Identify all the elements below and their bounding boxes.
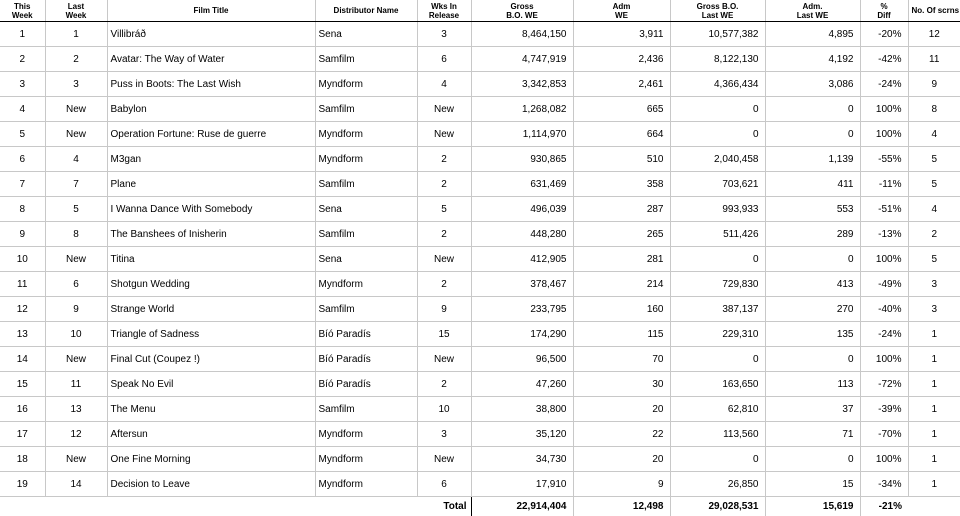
cell-this-week: 18	[0, 447, 45, 472]
cell-this-week: 10	[0, 247, 45, 272]
cell-weeks-in-release: New	[417, 122, 471, 147]
cell-adm-we: 20	[573, 447, 670, 472]
cell-gross-bo-we: 631,469	[471, 172, 573, 197]
header-last-week: Last Week	[45, 0, 107, 22]
header-adm-last-we: Adm. Last WE	[765, 0, 860, 22]
cell-screens: 4	[908, 122, 960, 147]
cell-screens: 11	[908, 47, 960, 72]
cell-this-week: 3	[0, 72, 45, 97]
cell-last-week: 14	[45, 472, 107, 497]
cell-weeks-in-release: 3	[417, 422, 471, 447]
cell-adm-last-we: 4,895	[765, 22, 860, 47]
cell-this-week: 12	[0, 297, 45, 322]
cell-screens: 3	[908, 272, 960, 297]
cell-adm-we: 281	[573, 247, 670, 272]
cell-this-week: 9	[0, 222, 45, 247]
cell-adm-last-we: 553	[765, 197, 860, 222]
header-film-title: Film Title	[107, 0, 315, 22]
header-weeks-in-release: Wks In Release	[417, 0, 471, 22]
cell-percent-diff: 100%	[860, 247, 908, 272]
cell-gross-bo-we: 8,464,150	[471, 22, 573, 47]
header-row	[0, 0, 960, 22]
cell-adm-last-we: 1,139	[765, 147, 860, 172]
cell-percent-diff: -24%	[860, 322, 908, 347]
cell-screens: 9	[908, 72, 960, 97]
cell-adm-last-we: 4,192	[765, 47, 860, 72]
total-diff: -21%	[860, 497, 908, 516]
cell-adm-we: 2,461	[573, 72, 670, 97]
table-row	[0, 172, 960, 197]
cell-gross-last-we: 229,310	[670, 322, 765, 347]
cell-weeks-in-release: New	[417, 247, 471, 272]
table-row	[0, 222, 960, 247]
total-gross: 22,914,404	[471, 497, 573, 516]
cell-gross-bo-we: 4,747,919	[471, 47, 573, 72]
cell-screens: 2	[908, 222, 960, 247]
cell-gross-last-we: 62,810	[670, 397, 765, 422]
cell-this-week: 7	[0, 172, 45, 197]
cell-last-week: 6	[45, 272, 107, 297]
cell-percent-diff: -34%	[860, 472, 908, 497]
cell-adm-we: 9	[573, 472, 670, 497]
cell-percent-diff: -72%	[860, 372, 908, 397]
cell-screens: 1	[908, 397, 960, 422]
cell-film-title: Puss in Boots: The Last Wish	[107, 72, 315, 97]
cell-film-title: Operation Fortune: Ruse de guerre	[107, 122, 315, 147]
cell-last-week: New	[45, 447, 107, 472]
cell-weeks-in-release: 4	[417, 72, 471, 97]
cell-gross-bo-we: 496,039	[471, 197, 573, 222]
cell-film-title: One Fine Morning	[107, 447, 315, 472]
table-row	[0, 22, 960, 47]
cell-adm-last-we: 3,086	[765, 72, 860, 97]
cell-adm-last-we: 135	[765, 322, 860, 347]
cell-adm-last-we: 0	[765, 97, 860, 122]
total-adm: 12,498	[573, 497, 670, 516]
cell-weeks-in-release: 5	[417, 197, 471, 222]
cell-screens: 8	[908, 97, 960, 122]
cell-distributor: Samfilm	[315, 47, 417, 72]
table-row	[0, 147, 960, 172]
cell-weeks-in-release: 2	[417, 372, 471, 397]
cell-this-week: 6	[0, 147, 45, 172]
cell-last-week: New	[45, 247, 107, 272]
cell-this-week: 5	[0, 122, 45, 147]
cell-gross-last-we: 993,933	[670, 197, 765, 222]
cell-distributor: Myndform	[315, 422, 417, 447]
cell-distributor: Myndform	[315, 147, 417, 172]
cell-percent-diff: -42%	[860, 47, 908, 72]
cell-film-title: Speak No Evil	[107, 372, 315, 397]
cell-gross-last-we: 0	[670, 247, 765, 272]
cell-weeks-in-release: 6	[417, 472, 471, 497]
cell-adm-we: 115	[573, 322, 670, 347]
cell-screens: 1	[908, 372, 960, 397]
cell-film-title: Titina	[107, 247, 315, 272]
table-row	[0, 197, 960, 222]
cell-adm-last-we: 15	[765, 472, 860, 497]
header-adm-we: Adm WE	[573, 0, 670, 22]
cell-distributor: Bíó Paradís	[315, 322, 417, 347]
table-row	[0, 247, 960, 272]
cell-this-week: 15	[0, 372, 45, 397]
cell-distributor: Myndform	[315, 122, 417, 147]
table-row	[0, 397, 960, 422]
cell-weeks-in-release: 2	[417, 147, 471, 172]
totals-row	[0, 497, 960, 516]
cell-gross-bo-we: 96,500	[471, 347, 573, 372]
cell-gross-last-we: 10,577,382	[670, 22, 765, 47]
cell-gross-bo-we: 35,120	[471, 422, 573, 447]
cell-percent-diff: 100%	[860, 347, 908, 372]
header-percent-diff: % Diff	[860, 0, 908, 22]
cell-film-title: Villibráð	[107, 22, 315, 47]
cell-last-week: 11	[45, 372, 107, 397]
totals-label: Total	[315, 497, 471, 516]
cell-weeks-in-release: 10	[417, 397, 471, 422]
cell-distributor: Samfilm	[315, 222, 417, 247]
cell-weeks-in-release: 2	[417, 222, 471, 247]
cell-adm-we: 358	[573, 172, 670, 197]
cell-this-week: 14	[0, 347, 45, 372]
header-gross-last-we: Gross B.O. Last WE	[670, 0, 765, 22]
cell-gross-last-we: 0	[670, 122, 765, 147]
cell-weeks-in-release: New	[417, 347, 471, 372]
cell-film-title: Shotgun Wedding	[107, 272, 315, 297]
cell-screens: 5	[908, 247, 960, 272]
cell-adm-last-we: 411	[765, 172, 860, 197]
cell-gross-last-we: 511,426	[670, 222, 765, 247]
cell-gross-bo-we: 378,467	[471, 272, 573, 297]
cell-last-week: 13	[45, 397, 107, 422]
cell-adm-last-we: 0	[765, 447, 860, 472]
cell-film-title: Aftersun	[107, 422, 315, 447]
table-row	[0, 122, 960, 147]
cell-percent-diff: -20%	[860, 22, 908, 47]
cell-gross-bo-we: 412,905	[471, 247, 573, 272]
table-row	[0, 47, 960, 72]
cell-gross-last-we: 163,650	[670, 372, 765, 397]
cell-screens: 5	[908, 172, 960, 197]
cell-adm-last-we: 113	[765, 372, 860, 397]
cell-screens: 3	[908, 297, 960, 322]
cell-adm-we: 265	[573, 222, 670, 247]
cell-film-title: Decision to Leave	[107, 472, 315, 497]
cell-percent-diff: 100%	[860, 122, 908, 147]
cell-screens: 4	[908, 197, 960, 222]
cell-distributor: Myndform	[315, 72, 417, 97]
cell-gross-last-we: 703,621	[670, 172, 765, 197]
cell-this-week: 17	[0, 422, 45, 447]
cell-gross-last-we: 26,850	[670, 472, 765, 497]
cell-screens: 1	[908, 472, 960, 497]
cell-distributor: Bíó Paradís	[315, 347, 417, 372]
cell-screens: 1	[908, 422, 960, 447]
cell-this-week: 8	[0, 197, 45, 222]
cell-film-title: The Menu	[107, 397, 315, 422]
cell-gross-bo-we: 448,280	[471, 222, 573, 247]
cell-gross-last-we: 729,830	[670, 272, 765, 297]
cell-gross-bo-we: 47,260	[471, 372, 573, 397]
cell-percent-diff: -13%	[860, 222, 908, 247]
cell-gross-bo-we: 1,114,970	[471, 122, 573, 147]
header-gross-bo-we: Gross B.O. WE	[471, 0, 573, 22]
table-row	[0, 422, 960, 447]
cell-film-title: Triangle of Sadness	[107, 322, 315, 347]
cell-adm-we: 20	[573, 397, 670, 422]
cell-gross-last-we: 0	[670, 97, 765, 122]
cell-last-week: 4	[45, 147, 107, 172]
cell-adm-we: 2,436	[573, 47, 670, 72]
cell-screens: 5	[908, 147, 960, 172]
table-row	[0, 347, 960, 372]
cell-last-week: New	[45, 347, 107, 372]
cell-weeks-in-release: 2	[417, 272, 471, 297]
table-row	[0, 447, 960, 472]
cell-screens: 1	[908, 347, 960, 372]
cell-screens: 1	[908, 322, 960, 347]
cell-last-week: 5	[45, 197, 107, 222]
cell-percent-diff: -51%	[860, 197, 908, 222]
table-row	[0, 97, 960, 122]
cell-percent-diff: -11%	[860, 172, 908, 197]
cell-this-week: 2	[0, 47, 45, 72]
cell-distributor: Bíó Paradís	[315, 372, 417, 397]
cell-adm-we: 664	[573, 122, 670, 147]
cell-weeks-in-release: 2	[417, 172, 471, 197]
cell-gross-last-we: 387,137	[670, 297, 765, 322]
cell-adm-last-we: 413	[765, 272, 860, 297]
cell-gross-last-we: 4,366,434	[670, 72, 765, 97]
cell-adm-we: 70	[573, 347, 670, 372]
cell-gross-bo-we: 38,800	[471, 397, 573, 422]
cell-distributor: Sena	[315, 247, 417, 272]
cell-gross-last-we: 0	[670, 347, 765, 372]
table-row	[0, 272, 960, 297]
cell-distributor: Sena	[315, 197, 417, 222]
cell-weeks-in-release: 9	[417, 297, 471, 322]
header-screens: No. Of scrns	[908, 0, 960, 22]
cell-adm-we: 160	[573, 297, 670, 322]
cell-adm-last-we: 37	[765, 397, 860, 422]
cell-adm-we: 214	[573, 272, 670, 297]
cell-screens: 12	[908, 22, 960, 47]
cell-adm-last-we: 0	[765, 347, 860, 372]
cell-weeks-in-release: New	[417, 97, 471, 122]
cell-last-week: 3	[45, 72, 107, 97]
cell-distributor: Sena	[315, 22, 417, 47]
header-this-week: This Week	[0, 0, 45, 22]
cell-weeks-in-release: New	[417, 447, 471, 472]
cell-last-week: 10	[45, 322, 107, 347]
total-adm-last: 15,619	[765, 497, 860, 516]
cell-last-week: 9	[45, 297, 107, 322]
cell-adm-we: 510	[573, 147, 670, 172]
cell-adm-last-we: 0	[765, 247, 860, 272]
cell-film-title: Final Cut (Coupez !)	[107, 347, 315, 372]
cell-adm-last-we: 270	[765, 297, 860, 322]
cell-distributor: Samfilm	[315, 297, 417, 322]
cell-weeks-in-release: 3	[417, 22, 471, 47]
cell-gross-bo-we: 930,865	[471, 147, 573, 172]
cell-film-title: I Wanna Dance With Somebody	[107, 197, 315, 222]
cell-adm-last-we: 0	[765, 122, 860, 147]
cell-gross-bo-we: 3,342,853	[471, 72, 573, 97]
cell-percent-diff: -40%	[860, 297, 908, 322]
table-row	[0, 372, 960, 397]
cell-film-title: Strange World	[107, 297, 315, 322]
cell-percent-diff: -55%	[860, 147, 908, 172]
cell-gross-last-we: 2,040,458	[670, 147, 765, 172]
cell-adm-last-we: 71	[765, 422, 860, 447]
cell-gross-last-we: 8,122,130	[670, 47, 765, 72]
cell-last-week: New	[45, 97, 107, 122]
cell-last-week: New	[45, 122, 107, 147]
cell-this-week: 1	[0, 22, 45, 47]
cell-gross-bo-we: 34,730	[471, 447, 573, 472]
cell-percent-diff: -24%	[860, 72, 908, 97]
cell-last-week: 8	[45, 222, 107, 247]
cell-last-week: 1	[45, 22, 107, 47]
cell-percent-diff: 100%	[860, 447, 908, 472]
cell-screens: 1	[908, 447, 960, 472]
cell-this-week: 4	[0, 97, 45, 122]
cell-adm-we: 30	[573, 372, 670, 397]
cell-gross-bo-we: 233,795	[471, 297, 573, 322]
cell-this-week: 13	[0, 322, 45, 347]
cell-gross-last-we: 113,560	[670, 422, 765, 447]
cell-gross-bo-we: 1,268,082	[471, 97, 573, 122]
table-row	[0, 322, 960, 347]
cell-percent-diff: 100%	[860, 97, 908, 122]
cell-gross-bo-we: 17,910	[471, 472, 573, 497]
cell-last-week: 12	[45, 422, 107, 447]
cell-film-title: Plane	[107, 172, 315, 197]
total-gross-last: 29,028,531	[670, 497, 765, 516]
cell-adm-we: 287	[573, 197, 670, 222]
cell-adm-we: 665	[573, 97, 670, 122]
cell-last-week: 2	[45, 47, 107, 72]
cell-gross-last-we: 0	[670, 447, 765, 472]
cell-distributor: Samfilm	[315, 397, 417, 422]
cell-last-week: 7	[45, 172, 107, 197]
cell-distributor: Myndform	[315, 472, 417, 497]
cell-film-title: Avatar: The Way of Water	[107, 47, 315, 72]
cell-distributor: Myndform	[315, 447, 417, 472]
cell-percent-diff: -70%	[860, 422, 908, 447]
cell-this-week: 11	[0, 272, 45, 297]
table-row	[0, 472, 960, 497]
cell-gross-bo-we: 174,290	[471, 322, 573, 347]
cell-adm-we: 22	[573, 422, 670, 447]
cell-distributor: Samfilm	[315, 97, 417, 122]
cell-film-title: M3gan	[107, 147, 315, 172]
cell-distributor: Samfilm	[315, 172, 417, 197]
cell-percent-diff: -39%	[860, 397, 908, 422]
cell-weeks-in-release: 6	[417, 47, 471, 72]
cell-percent-diff: -49%	[860, 272, 908, 297]
cell-this-week: 19	[0, 472, 45, 497]
cell-adm-we: 3,911	[573, 22, 670, 47]
cell-adm-last-we: 289	[765, 222, 860, 247]
cell-distributor: Myndform	[315, 272, 417, 297]
header-distributor: Distributor Name	[315, 0, 417, 22]
cell-film-title: The Banshees of Inisherin	[107, 222, 315, 247]
table-row	[0, 72, 960, 97]
cell-this-week: 16	[0, 397, 45, 422]
cell-weeks-in-release: 15	[417, 322, 471, 347]
table-row	[0, 297, 960, 322]
cell-film-title: Babylon	[107, 97, 315, 122]
